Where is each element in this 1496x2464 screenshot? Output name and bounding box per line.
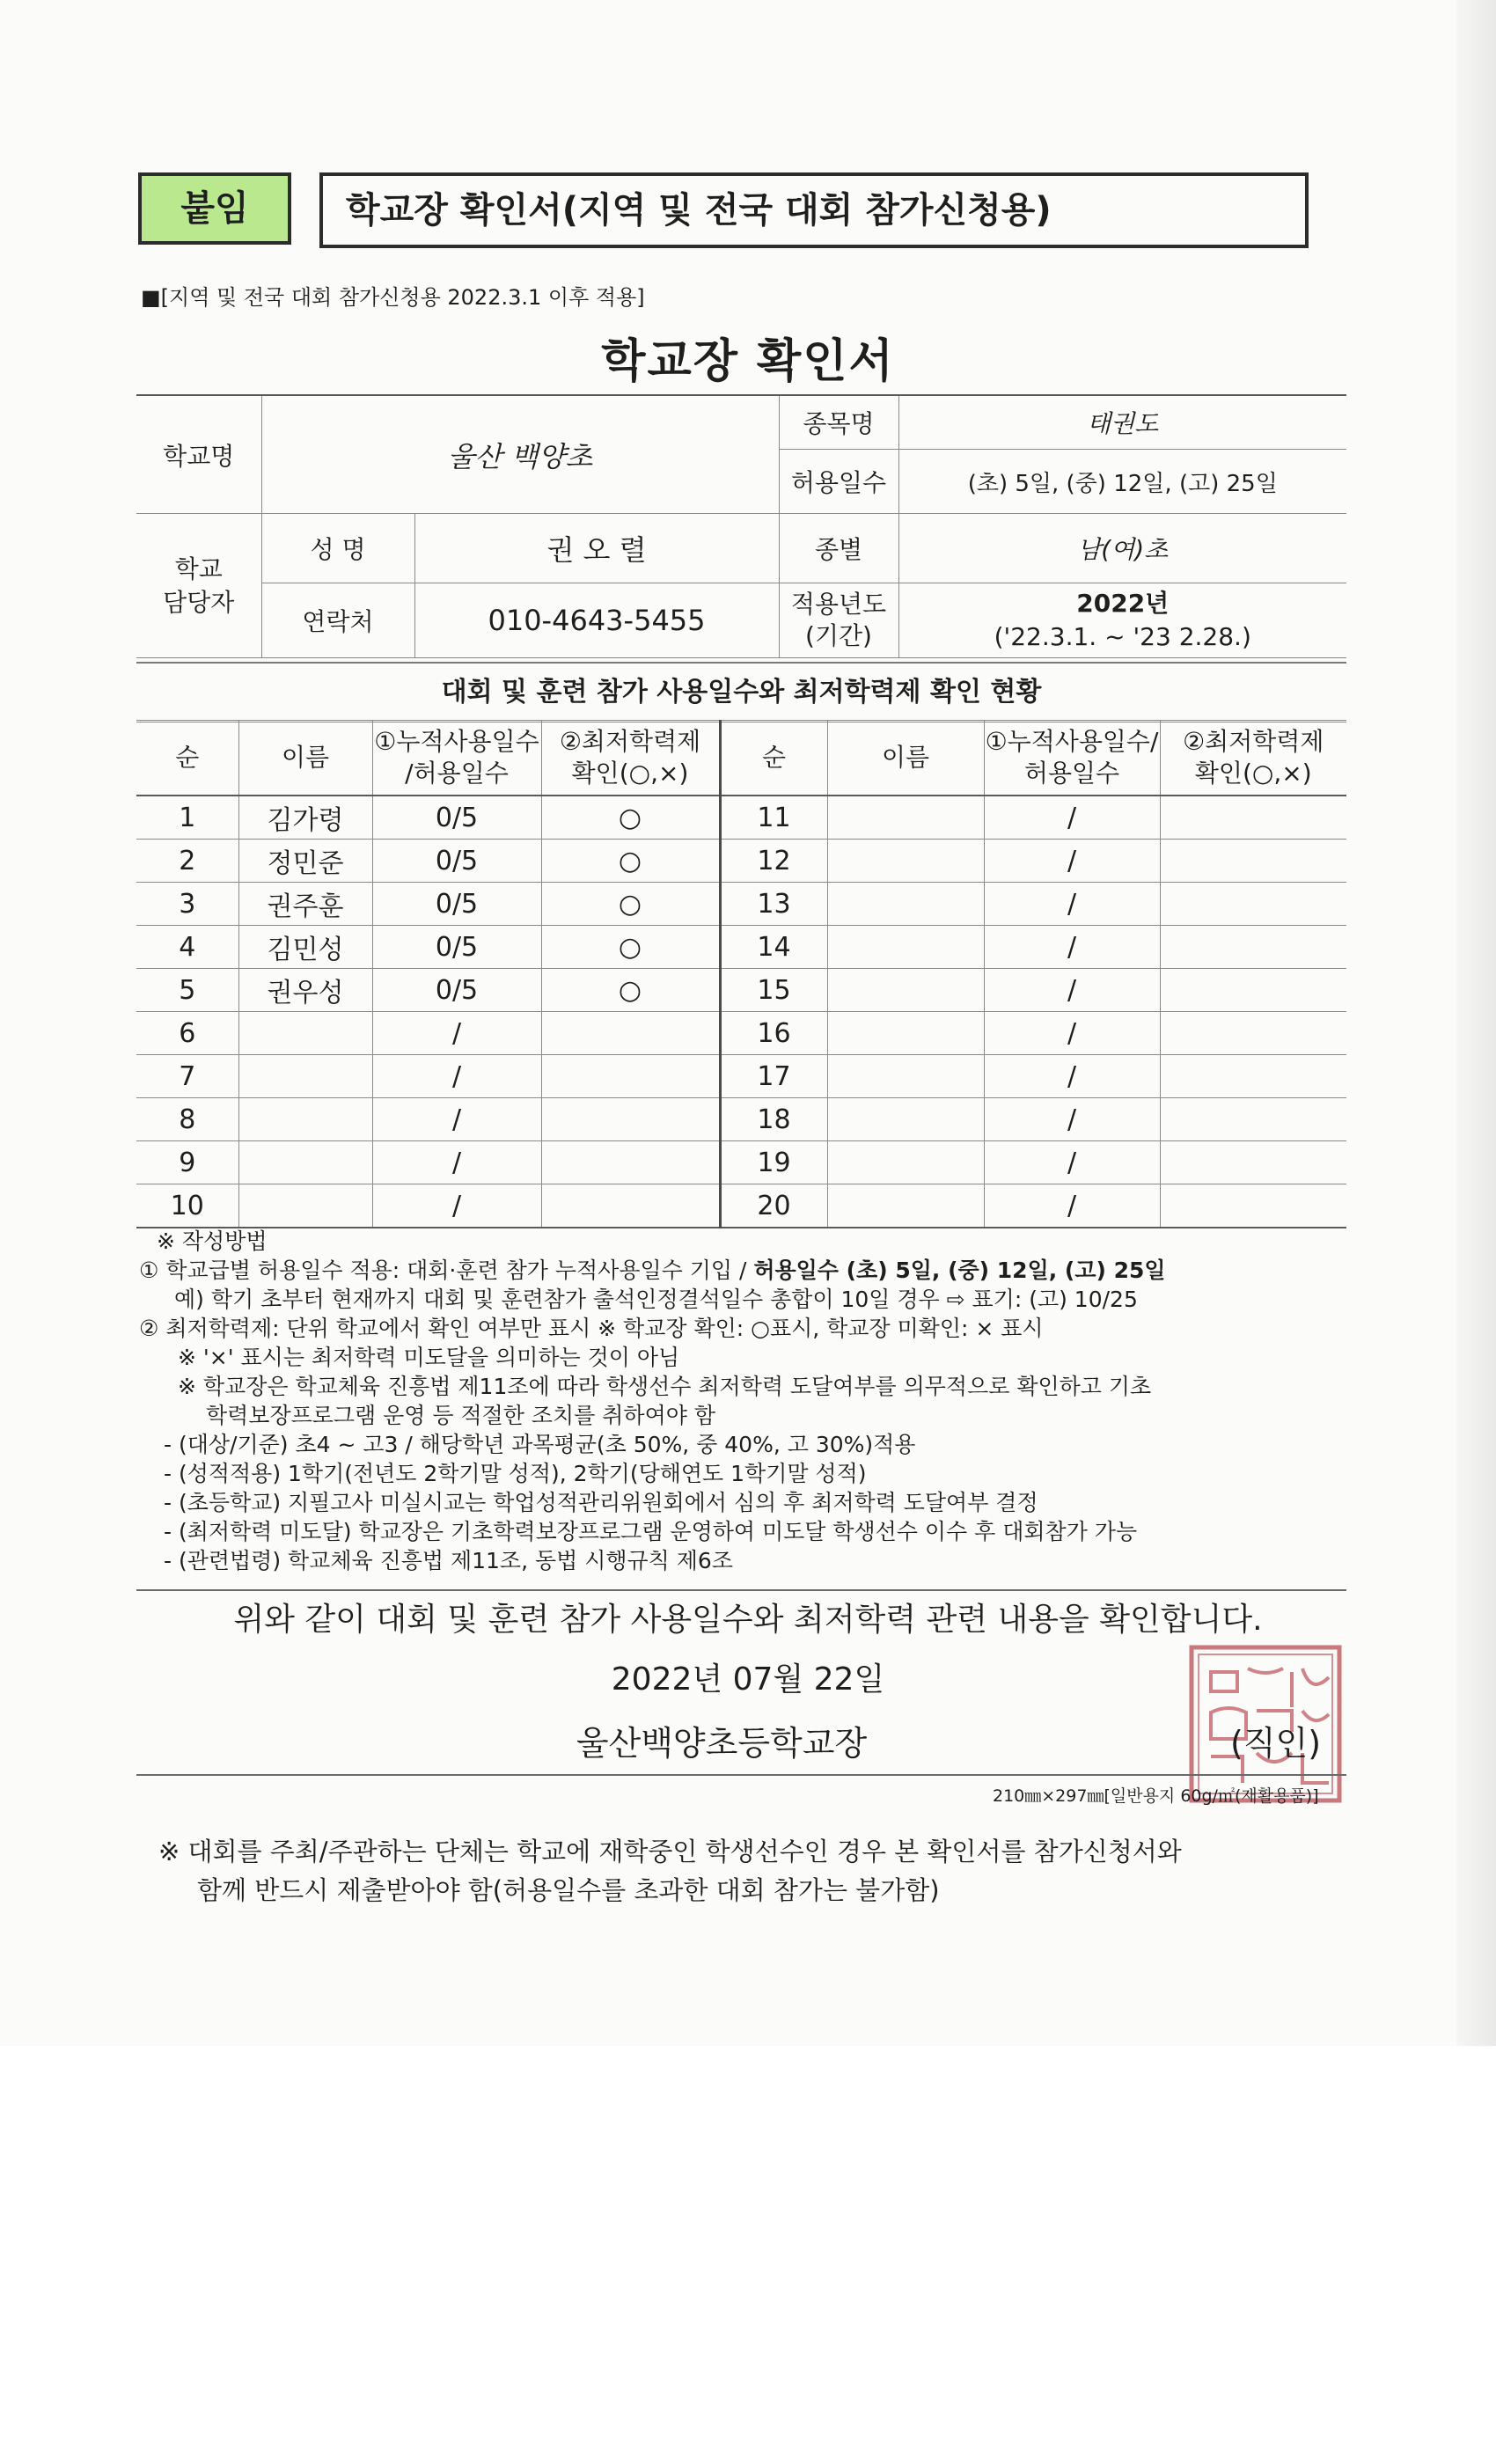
row-no-right: 12: [720, 840, 827, 883]
table-row: [136, 840, 1346, 883]
row-used-days-right: /: [984, 840, 1160, 883]
submission-notice-line1: ※ 대회를 주최/주관하는 단체는 학교에 재학중인 학생선수인 경우 본 확인서를 참가신청서와: [158, 1837, 1182, 1866]
note-1: ① 학교급별 허용일수 적용: 대회·훈련 참가 누적사용일수 기입 / 허용일수 (초) 5일, (중) 12일, (고) 25일: [139, 1258, 1166, 1283]
row-used-days: 0/5: [372, 926, 541, 969]
row-used-days: /: [372, 1141, 541, 1184]
row-used-days: 0/5: [372, 840, 541, 883]
row-used-days-right: /: [984, 969, 1160, 1012]
year-label-line1: 적용년도: [790, 590, 887, 619]
confirmation-statement: 위와 같이 대회 및 훈련 참가 사용일수와 최저학력 관련 내용을 확인합니다.: [233, 1602, 1263, 1638]
header-name-right: 이름: [827, 721, 984, 796]
event-label: 종목명: [779, 395, 898, 450]
submission-notice: [158, 1832, 1182, 1910]
row-used-days: 0/5: [372, 883, 541, 926]
row-no-right: 19: [720, 1141, 827, 1184]
row-no: 8: [136, 1098, 238, 1141]
seal-label: (직인): [1230, 1724, 1322, 1763]
header-name: 이름: [238, 721, 372, 796]
row-name: [238, 1098, 372, 1141]
header-min-academic: ②최저학력제 확인(○,×): [541, 721, 720, 796]
table-row: [136, 1184, 1346, 1228]
row-used-days: 0/5: [372, 796, 541, 840]
row-no: 9: [136, 1141, 238, 1184]
divider-bottom: [136, 1774, 1346, 1776]
row-name-right: [827, 883, 984, 926]
header-used-days-right: ①누적사용일수/ 허용일수: [984, 721, 1160, 796]
row-no: 10: [136, 1184, 238, 1228]
row-name-right: [827, 1055, 984, 1098]
manager-name-label: 성 명: [261, 514, 414, 583]
contact-value: 010-4643-5455: [414, 583, 779, 658]
row-no-right: 11: [720, 796, 827, 840]
allowed-days-value: (초) 5일, (중) 12일, (고) 25일: [898, 450, 1346, 514]
detail-3: - (초등학교) 지필고사 미실시교는 학업성적관리위원회에서 심의 후 최저학력 도달여부 결정: [164, 1490, 1038, 1515]
row-min-academic: ○: [541, 883, 720, 926]
header-no-right: 순: [720, 721, 827, 796]
row-used-days-right: /: [984, 1055, 1160, 1098]
row-name: [238, 1012, 372, 1055]
row-min-academic-right: [1160, 840, 1346, 883]
table-row: [136, 969, 1346, 1012]
row-min-academic-right: [1160, 1055, 1346, 1098]
detail-1: - (대상/기준) 초4 ~ 고3 / 해당학년 과목평균(초 50%, 중 40%, 고 30%)적용: [164, 1432, 916, 1457]
row-min-academic-right: [1160, 796, 1346, 840]
row-used-days: /: [372, 1098, 541, 1141]
roster-header-row: [136, 721, 1346, 796]
row-no-right: 20: [720, 1184, 827, 1228]
period-value: ('22.3.1. ~ '23 2.28.): [994, 622, 1251, 651]
notes-heading: ※ 작성방법: [157, 1228, 268, 1254]
allowed-days-label: 허용일수: [779, 450, 898, 514]
manager-label-line1: 학교: [174, 554, 223, 583]
row-no-right: 15: [720, 969, 827, 1012]
year-value: 2022년: [1076, 589, 1170, 618]
year-value-cell: [898, 583, 1346, 658]
row-min-academic: ○: [541, 969, 720, 1012]
row-used-days-right: /: [984, 926, 1160, 969]
row-no-right: 18: [720, 1098, 827, 1141]
row-used-days: /: [372, 1184, 541, 1228]
submission-notice-line2: 함께 반드시 제출받아야 함(허용일수를 초과한 대회 참가는 불가함): [197, 1875, 940, 1905]
header-no: 순: [136, 721, 238, 796]
year-label: [779, 583, 898, 658]
row-name: [238, 1184, 372, 1228]
row-name: 권주훈: [238, 883, 372, 926]
table-row: [136, 796, 1346, 840]
header-min-academic-right: ②최저학력제 확인(○,×): [1160, 721, 1346, 796]
row-min-academic-right: [1160, 1098, 1346, 1141]
row-name: [238, 1055, 372, 1098]
row-used-days: 0/5: [372, 969, 541, 1012]
row-name-right: [827, 926, 984, 969]
note-2: ② 최저학력제: 단위 학교에서 확인 여부만 표시 ※ 학교장 확인: ○표시, 학교장 미확인: × 표시: [139, 1316, 1044, 1341]
form-title-box: 학교장 확인서(지역 및 전국 대회 참가신청용): [319, 172, 1309, 248]
row-min-academic-right: [1160, 1012, 1346, 1055]
detail-5: - (관련법령) 학교체육 진흥법 제11조, 동법 시행규칙 제6조: [164, 1548, 733, 1573]
school-name-value: 울산 백양초: [261, 395, 779, 514]
note-2-x: ※ '×' 표시는 최저학력 미도달을 의미하는 것이 아님: [178, 1345, 680, 1370]
athlete-roster-table: [136, 720, 1346, 1228]
detail-4: - (최저학력 미도달) 학교장은 기초학력보장프로그램 운영하여 미도달 학생선수 이수 후 대회참가 가능: [164, 1519, 1138, 1544]
year-label-line2: (기간): [805, 621, 872, 650]
row-used-days-right: /: [984, 1141, 1160, 1184]
row-min-academic-right: [1160, 1141, 1346, 1184]
row-no: 3: [136, 883, 238, 926]
header-used-days: ①누적사용일수 /허용일수: [372, 721, 541, 796]
row-name: [238, 1141, 372, 1184]
issue-date: 2022년 07월 22일: [611, 1661, 885, 1698]
school-info-table: [136, 394, 1346, 658]
contact-label: 연락처: [261, 583, 414, 658]
section-title: 대회 및 훈련 참가 사용일수와 최저학력제 확인 현황: [136, 662, 1346, 722]
row-used-days: /: [372, 1055, 541, 1098]
row-used-days-right: /: [984, 1098, 1160, 1141]
row-no-right: 17: [720, 1055, 827, 1098]
table-row: [136, 1055, 1346, 1098]
row-min-academic: [541, 1012, 720, 1055]
writing-instructions: [139, 1227, 1353, 1575]
row-name-right: [827, 1184, 984, 1228]
row-name-right: [827, 796, 984, 840]
manager-label-line2: 담당자: [163, 587, 235, 617]
row-name-right: [827, 1141, 984, 1184]
row-no-right: 14: [720, 926, 827, 969]
paper-spec: 210㎜×297㎜[일반용지 60g/㎡(재활용품)]: [993, 1786, 1319, 1806]
row-used-days-right: /: [984, 883, 1160, 926]
row-name-right: [827, 840, 984, 883]
note-2-duty-1: ※ 학교장은 학교체육 진흥법 제11조에 따라 학생선수 최저학력 도달여부를 의무적으로 확인하고 기초: [178, 1374, 1152, 1399]
row-min-academic: ○: [541, 796, 720, 840]
row-no: 5: [136, 969, 238, 1012]
row-min-academic: [541, 1098, 720, 1141]
row-min-academic: [541, 1184, 720, 1228]
row-min-academic: ○: [541, 840, 720, 883]
row-used-days-right: /: [984, 1012, 1160, 1055]
row-name: 권우성: [238, 969, 372, 1012]
table-row: [136, 1012, 1346, 1055]
row-min-academic: [541, 1141, 720, 1184]
note-2-duty-2: 학력보장프로그램 운영 등 적절한 조치를 취하여야 함: [206, 1403, 715, 1428]
principal-name: 울산백양초등학교장: [576, 1724, 868, 1763]
document-title: 학교장 확인서: [601, 335, 895, 388]
row-min-academic-right: [1160, 969, 1346, 1012]
row-used-days-right: /: [984, 796, 1160, 840]
paper-margin: [0, 2046, 1496, 2464]
table-row: [136, 1141, 1346, 1184]
divider-top: [136, 1589, 1346, 1591]
row-name: 정민준: [238, 840, 372, 883]
event-value: 태권도: [898, 395, 1346, 450]
school-name-label: 학교명: [136, 395, 261, 514]
row-no: 1: [136, 796, 238, 840]
row-name: 김가령: [238, 796, 372, 840]
table-row: [136, 883, 1346, 926]
row-name-right: [827, 969, 984, 1012]
row-no-right: 16: [720, 1012, 827, 1055]
row-min-academic-right: [1160, 1184, 1346, 1228]
row-no: 6: [136, 1012, 238, 1055]
attachment-tag: 붙임: [138, 172, 291, 245]
row-min-academic-right: [1160, 926, 1346, 969]
row-no-right: 13: [720, 883, 827, 926]
row-name-right: [827, 1012, 984, 1055]
table-row: [136, 926, 1346, 969]
detail-2: - (성적적용) 1학기(전년도 2학기말 성적), 2학기(당해연도 1학기말 성적): [164, 1461, 867, 1486]
manager-label: [136, 514, 261, 658]
manager-name-value: 권 오 렬: [414, 514, 779, 583]
gender-label: 종별: [779, 514, 898, 583]
row-no: 2: [136, 840, 238, 883]
row-name: 김민성: [238, 926, 372, 969]
row-min-academic-right: [1160, 883, 1346, 926]
applicability-note: ■[지역 및 전국 대회 참가신청용 2022.3.1 이후 적용]: [141, 285, 645, 310]
row-min-academic: ○: [541, 926, 720, 969]
row-used-days-right: /: [984, 1184, 1160, 1228]
gender-value: 남(여)초: [898, 514, 1346, 583]
row-name-right: [827, 1098, 984, 1141]
roster-body: [136, 796, 1346, 1228]
row-used-days: /: [372, 1012, 541, 1055]
row-no: 7: [136, 1055, 238, 1098]
note-1-example: 예) 학기 초부터 현재까지 대회 및 훈련참가 출석인정결석일수 총합이 10일 경우 ⇨ 표기: (고) 10/25: [174, 1287, 1138, 1312]
row-no: 4: [136, 926, 238, 969]
row-min-academic: [541, 1055, 720, 1098]
table-row: [136, 1098, 1346, 1141]
